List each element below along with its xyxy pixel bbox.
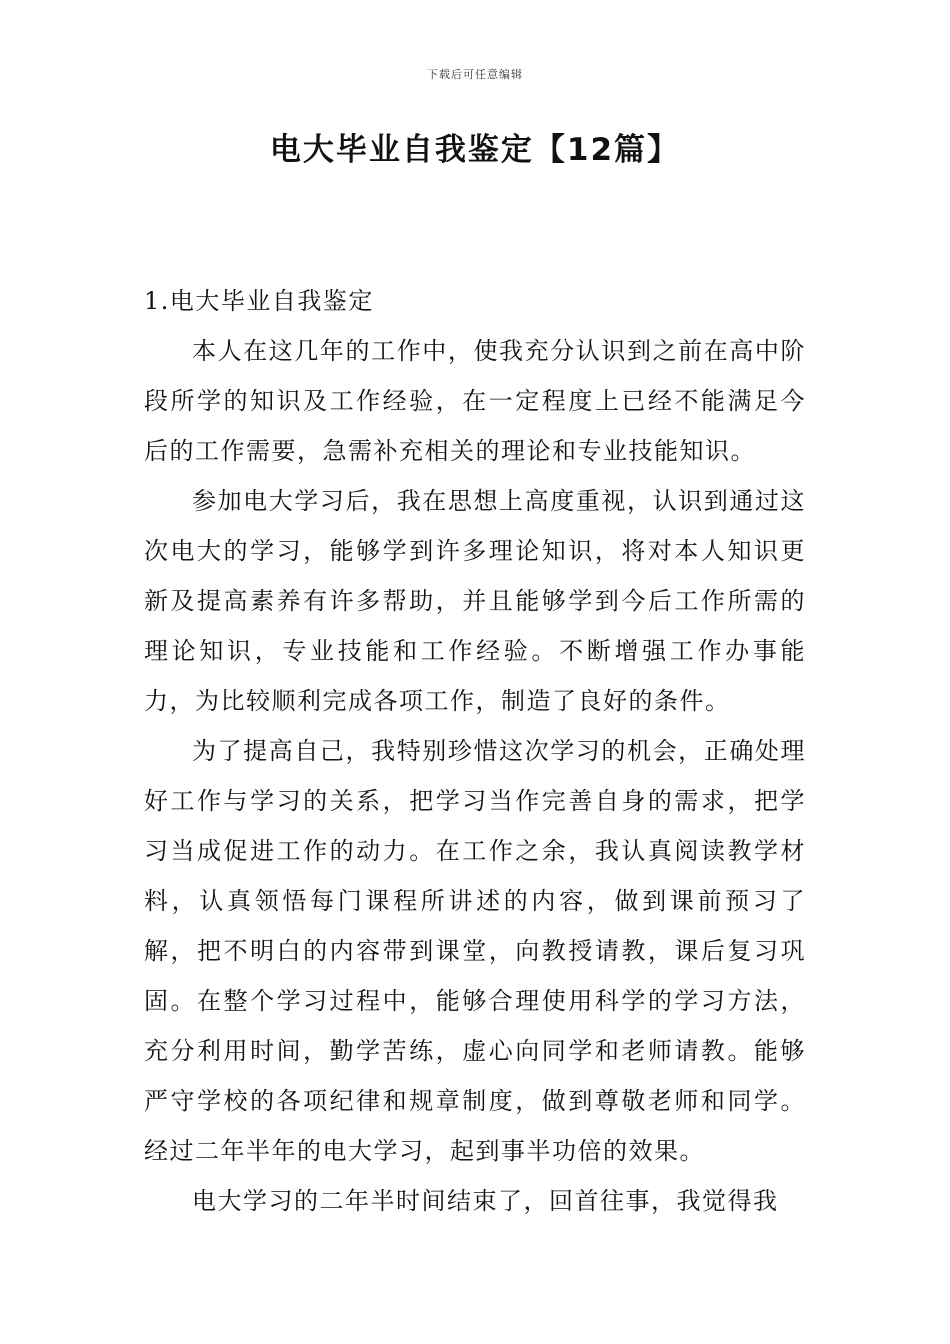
document-body: [144, 276, 806, 1226]
paragraph: 为了提高自己，我特别珍惜这次学习的机会，正确处理好工作与学习的关系，把学习当作完善自身的需求，把学习当成促进工作的动力。在工作之余，我认真阅读教学材料，认真领悟每门课程所讲述的内容，做到课前预习了解，把不明白的内容带到课堂，向教授请教，课后复习巩固。在整个学习过程中，能够合理使用科学的学习方法，充分利用时间，勤学苦练，虚心向同学和老师请教。能够严守学校的各项纪律和规章制度，做到尊敬老师和同学。经过二年半年的电大学习，起到事半功倍的效果。: [144, 737, 806, 1165]
paragraph: 本人在这几年的工作中，使我充分认识到之前在高中阶段所学的知识及工作经验，在一定程度上已经不能满足今后的工作需要，急需补充相关的理论和专业技能知识。: [144, 337, 806, 465]
document-title: 电大毕业自我鉴定【12篇】: [269, 132, 681, 168]
paragraph: 电大学习的二年半时间结束了，回首往事，我觉得我: [192, 1187, 779, 1215]
section-heading: 1.电大毕业自我鉴定: [144, 287, 374, 315]
header-note: 下载后可任意编辑: [427, 68, 523, 81]
paragraph: 参加电大学习后，我在思想上高度重视，认识到通过这次电大的学习，能够学到许多理论知识，将对本人知识更新及提高素养有许多帮助，并且能够学到今后工作所需的理论知识，专业技能和工作经验。不断增强工作办事能力，为比较顺利完成各项工作，制造了良好的条件。: [144, 487, 806, 715]
